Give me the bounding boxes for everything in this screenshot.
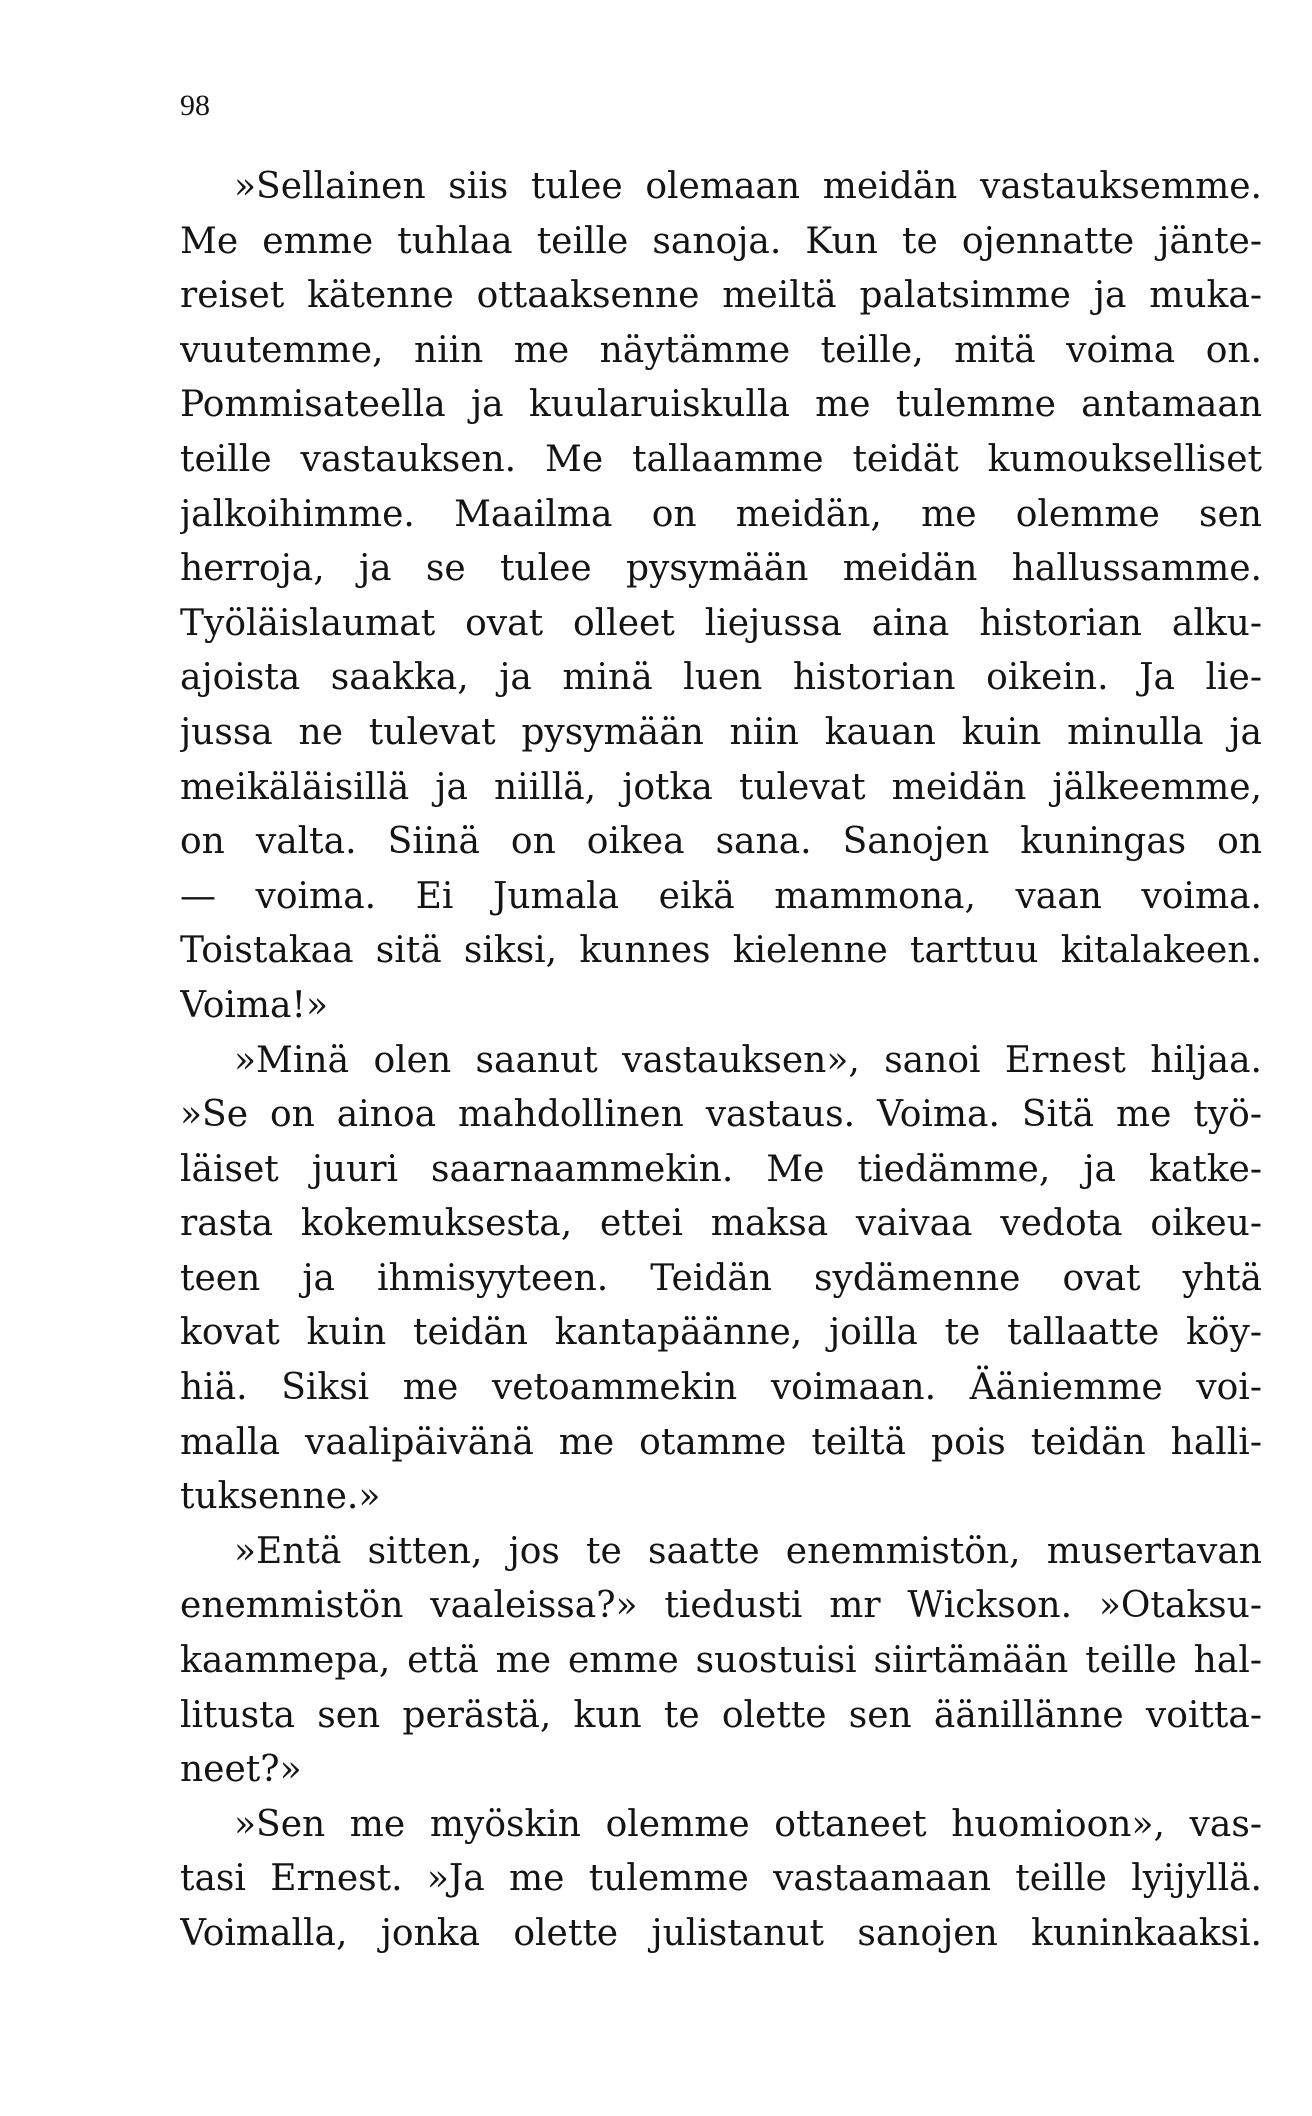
text-line: jussa ne tulevat pysymään niin kauan kuin minulla ja [180, 711, 1262, 753]
text-line: herroja, ja se tulee pysymään meidän hallussamme. [180, 548, 1262, 590]
text-line: kovat kuin teidän kantapäänne, joilla te tallaatte köy- [180, 1312, 1262, 1354]
text-line: on valta. Siinä on oikea sana. Sanojen kuningas on [180, 821, 1262, 863]
text-line: kaammepa, että me emme suostuisi siirtämään teille hal- [180, 1640, 1262, 1682]
text-line: — voima. Ei Jumala eikä mammona, vaan voima. [180, 875, 1262, 917]
text-line: tasi Ernest. »Ja me tulemme vastaamaan teille lyijyllä. [180, 1858, 1262, 1900]
text-line: Voimalla, jonka olette julistanut sanojen kuninkaaksi. [180, 1913, 1262, 1954]
body-text [180, 160, 1262, 1962]
paragraph-2 [180, 1034, 1262, 1525]
text-line: läiset juuri saarnaammekin. Me tiedämme, ja katke- [180, 1148, 1262, 1190]
text-line: »Entä sitten, jos te saatte enemmistön, musertavan [234, 1530, 1262, 1572]
paragraph-3 [180, 1525, 1262, 1798]
text-line: Pommisateella ja kuularuiskulla me tulemme antamaan [180, 384, 1262, 426]
text-line: teille vastauksen. Me tallaamme teidät kumoukselliset [180, 438, 1262, 480]
text-line: neet?» [180, 1749, 302, 1791]
text-line: ajoista saakka, ja minä luen historian oikein. Ja lie- [180, 657, 1262, 699]
text-line: enemmistön vaaleissa?» tiedusti mr Wickson. »Otaksu- [180, 1585, 1262, 1627]
text-line: reiset kätenne ottaaksenne meiltä palatsimme ja muka- [180, 275, 1262, 317]
text-line: »Minä olen saanut vastauksen», sanoi Ernest hiljaa. [234, 1039, 1262, 1081]
text-line: »Se on ainoa mahdollinen vastaus. Voima. Sitä me työ- [180, 1094, 1262, 1136]
page-number: 98 [180, 89, 210, 122]
text-line: meikäläisillä ja niillä, jotka tulevat meidän jälkeemme, [180, 766, 1262, 808]
paragraph-4 [180, 1798, 1262, 1962]
paragraph-1 [180, 160, 1262, 1034]
text-line: tuksenne.» [180, 1476, 381, 1518]
text-line: Voima!» [180, 984, 328, 1026]
text-line: Työläislaumat ovat olleet liejussa aina historian alku- [180, 602, 1262, 644]
text-line: rasta kokemuksesta, ettei maksa vaivaa vedota oikeu- [180, 1203, 1262, 1245]
text-line: litusta sen perästä, kun te olette sen äänillänne voitta- [180, 1694, 1262, 1736]
text-line: hiä. Siksi me vetoammekin voimaan. Ääniemme voi- [180, 1367, 1262, 1409]
text-line: »Sen me myöskin olemme ottaneet huomioon», vas- [234, 1803, 1262, 1845]
text-line: vuutemme, niin me näytämme teille, mitä voima on. [180, 329, 1262, 371]
text-line: »Sellainen siis tulee olemaan meidän vastauksemme. [234, 166, 1262, 207]
text-line: malla vaalipäivänä me otamme teiltä pois teidän halli- [180, 1421, 1262, 1463]
text-line: jalkoihimme. Maailma on meidän, me olemme sen [180, 493, 1262, 535]
text-line: Me emme tuhlaa teille sanoja. Kun te ojennatte jänte- [180, 220, 1262, 262]
text-line: Toistakaa sitä siksi, kunnes kielenne tarttuu kitalakeen. [180, 930, 1262, 972]
text-line: teen ja ihmisyyteen. Teidän sydämenne ovat yhtä [180, 1257, 1262, 1299]
